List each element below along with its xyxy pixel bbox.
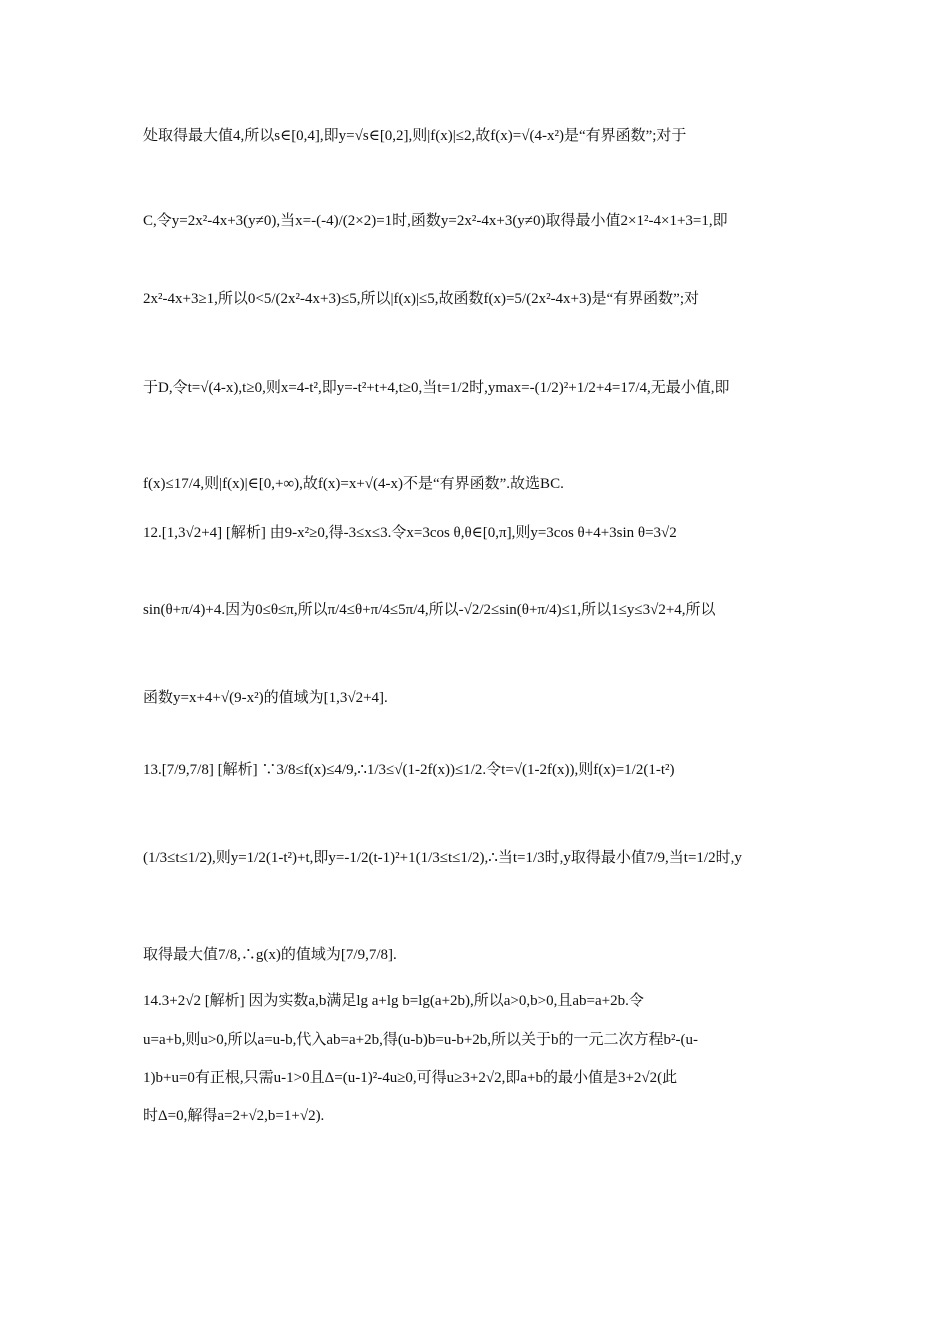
text-line: sin(θ+π/4)+4.因为0≤θ≤π,所以π/4≤θ+π/4≤5π/4,所以-√2/2≤sin(θ+π/4)≤1,所以1≤y≤3√2+4,所以 (143, 602, 716, 618)
text-line: 14.3+2√2 [解析] 因为实数a,b满足lg a+lg b=lg(a+2b),所以a>0,b>0,且ab=a+2b.令 (143, 993, 644, 1009)
text-line: 2x²-4x+3≥1,所以0<5/(2x²-4x+3)≤5,所以|f(x)|≤5,故函数f(x)=5/(2x²-4x+3)是“有界函数”;对 (143, 291, 699, 307)
text-line: (1/3≤t≤1/2),则y=1/2(1-t²)+t,即y=-1/2(t-1)²+1(1/3≤t≤1/2),∴当t=1/3时,y取得最小值7/9,当t=1/2时,y (143, 850, 742, 866)
text-line: u=a+b,则u>0,所以a=u-b,代入ab=a+2b,得(u-b)b=u-b+2b,所以关于b的一元二次方程b²-(u- (143, 1032, 699, 1048)
text-line: 函数y=x+4+√(9-x²)的值域为[1,3√2+4]. (143, 690, 388, 706)
text-line: 处取得最大值4,所以s∈[0,4],即y=√s∈[0,2],则|f(x)|≤2,故f(x)=√(4-x²)是“有界函数”;对于 (143, 128, 687, 144)
text-line: 12.[1,3√2+4] [解析] 由9-x²≥0,得-3≤x≤3.令x=3cos θ,θ∈[0,π],则y=3cos θ+4+3sin θ=3√2 (143, 525, 677, 541)
text-line: f(x)≤17/4,则|f(x)|∈[0,+∞),故f(x)=x+√(4-x)不是“有界函数”.故选BC. (143, 476, 564, 492)
text-line: 取得最大值7/8,∴g(x)的值域为[7/9,7/8]. (143, 947, 397, 963)
text-line: 于D,令t=√(4-x),t≥0,则x=4-t²,即y=-t²+t+4,t≥0,当t=1/2时,ymax=-(1/2)²+1/2+4=17/4,无最小值,即 (143, 380, 730, 396)
text-line: 1)b+u=0有正根,只需u-1>0且Δ=(u-1)²-4u≥0,可得u≥3+2√2,即a+b的最小值是3+2√2(此 (143, 1070, 678, 1086)
text-line: C,令y=2x²-4x+3(y≠0),当x=-(-4)/(2×2)=1时,函数y=2x²-4x+3(y≠0)取得最小值2×1²-4×1+3=1,即 (143, 213, 728, 229)
text-line: 时Δ=0,解得a=2+√2,b=1+√2). (143, 1108, 325, 1124)
text-line: 13.[7/9,7/8] [解析] ∵3/8≤f(x)≤4/9,∴1/3≤√(1-2f(x))≤1/2.令t=√(1-2f(x)),则f(x)=1/2(1-t²) (143, 762, 675, 778)
